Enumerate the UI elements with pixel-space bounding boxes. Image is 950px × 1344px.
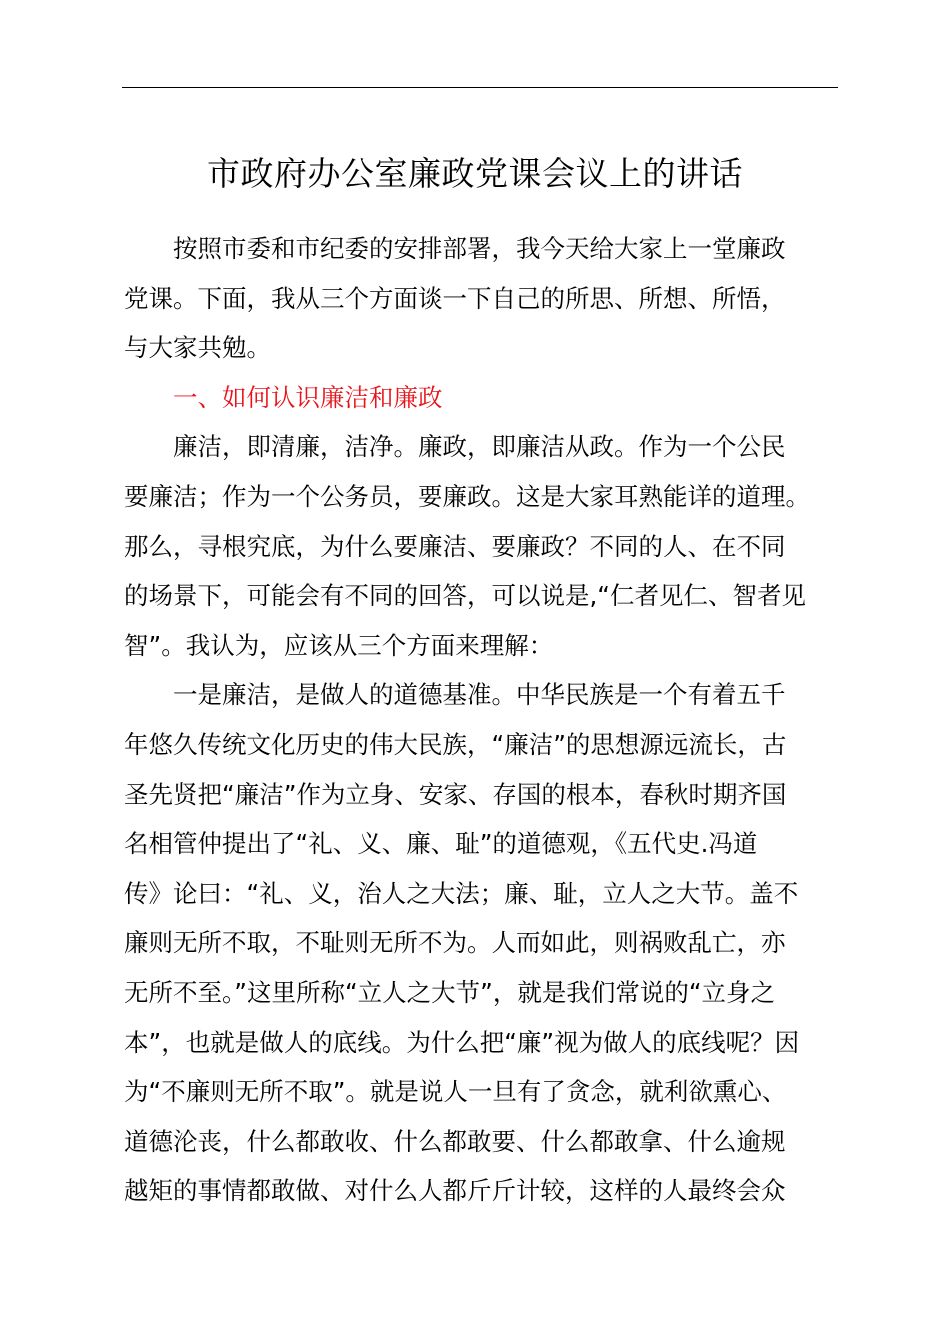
paragraph-line: 名相管仲提出了“礼、义、廉、耻”的道德观，《五代史.冯道: [124, 829, 758, 859]
paragraph-line: 的场景下，可能会有不同的回答，可以说是,“仁者见仁、智者见: [124, 581, 806, 611]
paragraph-line: 与大家共勉。: [124, 333, 271, 363]
paragraph-line: 廉则无所不取，不耻则无所不为。人而如此，则祸败乱亡，亦: [124, 928, 786, 958]
paragraph-line: 按照市委和市纪委的安排部署，我今天给大家上一堂廉政: [173, 234, 786, 263]
section-heading: 一、如何认识廉洁和廉政: [173, 382, 443, 412]
paragraph-line: 无所不至。”这里所称“立人之大节”，就是我们常说的“立身之: [124, 977, 776, 1007]
paragraph-line: 要廉洁；作为一个公务员，要廉政。这是大家耳熟能详的道理。: [124, 481, 810, 511]
paragraph-line: 那么，寻根究底，为什么要廉洁、要廉政？不同的人、在不同: [124, 531, 786, 561]
document-title: 市政府办公室廉政党课会议上的讲话: [207, 154, 743, 193]
header-rule: [122, 87, 838, 88]
paragraph-line: 越矩的事情都敢做、对什么人都斤斤计较，这样的人最终会众: [124, 1176, 786, 1206]
paragraph-line: 年悠久传统文化历史的伟大民族，“廉洁”的思想源远流长，古: [124, 729, 787, 759]
paragraph-line: 传》论曰：“礼、义，治人之大法；廉、耻，立人之大节。盖不: [124, 878, 799, 908]
paragraph-line: 廉洁，即清廉，洁净。廉政，即廉洁从政。作为一个公民: [173, 432, 786, 462]
paragraph-line: 圣先贤把“廉洁”作为立身、安家、存国的根本，春秋时期齐国: [124, 779, 787, 809]
paragraph-line: 道德沦丧，什么都敢收、什么都敢要、什么都敢拿、什么逾规: [124, 1126, 786, 1156]
paragraph-line: 本”，也就是做人的底线。为什么把“廉”视为做人的底线呢？因: [124, 1027, 800, 1057]
paragraph-line: 党课。下面，我从三个方面谈一下自己的所思、所想、所悟，: [124, 283, 786, 313]
paragraph-line: 一是廉洁，是做人的道德基准。中华民族是一个有着五千: [173, 680, 786, 710]
document-body: [124, 224, 838, 1216]
paragraph-line: 智”。我认为，应该从三个方面来理解：: [124, 630, 554, 660]
paragraph-line: 为“不廉则无所不取”。就是说人一旦有了贪念，就利欲熏心、: [124, 1077, 787, 1107]
